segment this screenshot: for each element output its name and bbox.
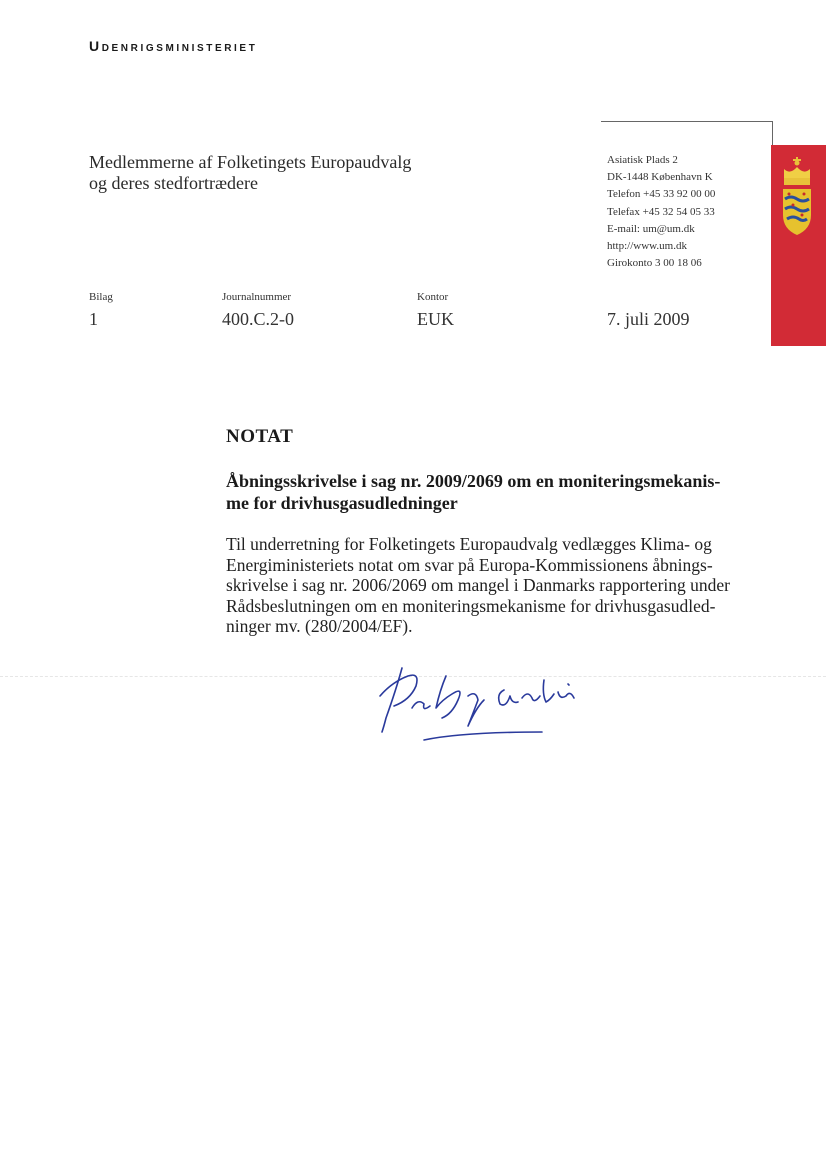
- address-city: DK-1448 København K: [607, 171, 713, 184]
- kontor-label: Kontor: [417, 291, 449, 303]
- body-line: Energiministeriets notat om svar på Europa-Kommissionens åbnings-: [226, 554, 713, 575]
- bilag-value: 1: [89, 309, 98, 329]
- address-web: http://www.um.dk: [607, 240, 687, 253]
- document-subject: [226, 470, 736, 514]
- body-line: ninger mv. (280/2004/EF).: [226, 616, 413, 637]
- address-divider: [601, 121, 773, 122]
- document-date: 7. juli 2009: [607, 309, 690, 329]
- coat-of-arms-strip: [771, 145, 826, 346]
- subject-line-2: me for drivhusgasudledninger: [226, 493, 458, 513]
- document-type: NOTAT: [226, 426, 294, 447]
- address-street: Asiatisk Plads 2: [607, 154, 678, 166]
- recipient-line-2: og deres stedfortrædere: [89, 173, 258, 193]
- subject-line-1: Åbningsskrivelse i sag nr. 2009/2069 om en moniteringsmekanis-: [226, 471, 721, 491]
- recipient-block: [89, 152, 411, 194]
- journal-value: 400.C.2-0: [222, 309, 294, 329]
- ministry-name: Udenrigsministeriet: [89, 38, 258, 54]
- sender-address: [607, 152, 715, 272]
- journal-label: Journalnummer: [222, 291, 292, 303]
- body-line: Til underretning for Folketingets Europaudvalg vedlægges Klima- og: [226, 534, 712, 554]
- address-divider-vertical: [772, 121, 773, 145]
- document-body: [226, 534, 742, 637]
- address-giro: Girokonto 3 00 18 06: [607, 257, 702, 270]
- recipient-line-1: Medlemmerne af Folketingets Europaudvalg: [89, 152, 412, 172]
- bilag-label: Bilag: [89, 291, 113, 303]
- address-fax: Telefax +45 32 54 05 33: [607, 205, 715, 218]
- body-line: skrivelse i sag nr. 2006/2069 om mangel i Danmarks rapportering under: [226, 575, 730, 596]
- body-line: Rådsbeslutningen om en moniteringsmekanisme for drivhusgasudled-: [226, 595, 716, 616]
- address-email: E-mail: um@um.dk: [607, 222, 695, 235]
- coat-of-arms-icon: [771, 145, 826, 346]
- address-phone: Telefon +45 33 92 00 00: [607, 188, 716, 201]
- handwritten-signature: [372, 660, 592, 755]
- kontor-value: EUK: [417, 309, 454, 329]
